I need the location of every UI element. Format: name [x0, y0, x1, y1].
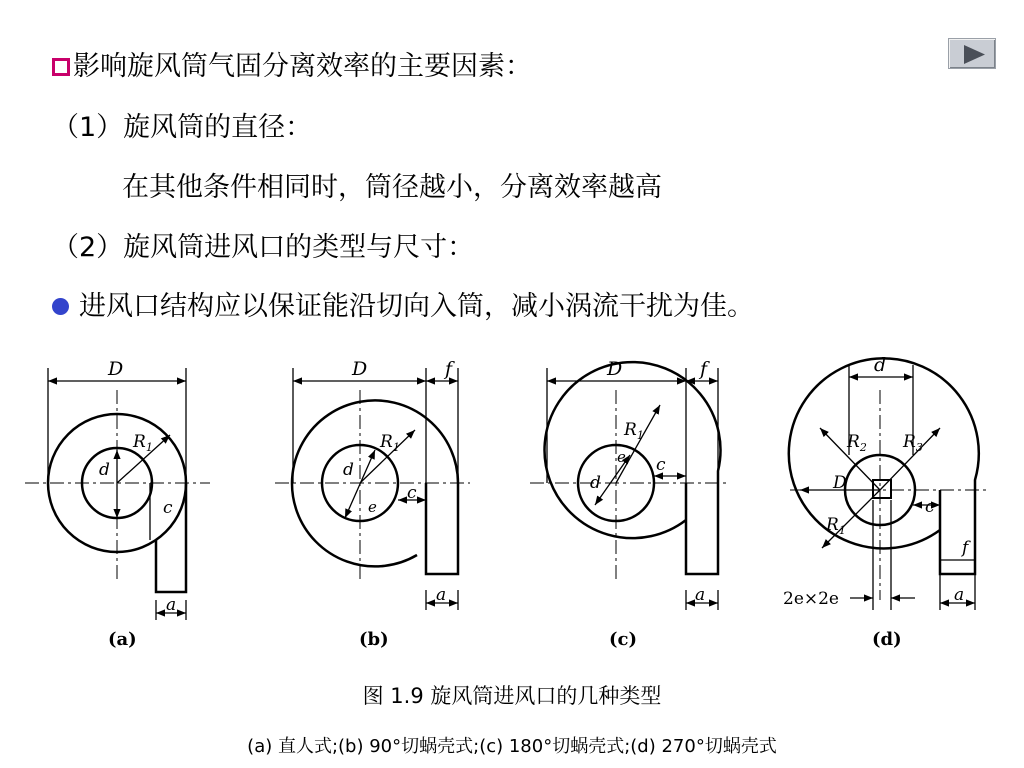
- label-c-c: c: [656, 455, 666, 475]
- label-d-d: d: [874, 354, 887, 376]
- label-c-a: a: [695, 585, 706, 605]
- label-d-square: 2e×2e: [783, 589, 839, 609]
- item1-detail-line: 在其他条件相同时，筒径越小，分离效率越高: [122, 172, 662, 203]
- panel-c-label: (c): [609, 629, 637, 650]
- label-b-D: D: [352, 358, 368, 380]
- label-d-R3: $R_3$: [903, 432, 923, 454]
- label-c-f: f: [700, 358, 708, 380]
- panel-c-diagram: [545, 362, 721, 574]
- label-b-c: c: [407, 483, 417, 503]
- label-d-a: a: [954, 585, 965, 605]
- panel-a-label: (a): [108, 629, 137, 650]
- label-c-D: D: [607, 358, 623, 380]
- inlet-types-figure: [0, 345, 1024, 665]
- heading-line: [52, 50, 532, 84]
- figure-subcaption: (a) 直人式;(b) 90°切蜗壳式;(c) 180°切蜗壳式;(d) 270°切蜗壳式: [247, 736, 777, 757]
- label-d-D: D: [833, 473, 847, 493]
- label-a-a: a: [166, 595, 177, 615]
- square-bullet-icon: [52, 58, 70, 76]
- panel-d-diagram: [789, 358, 979, 574]
- label-b-f: f: [445, 358, 453, 380]
- label-a-c: c: [163, 498, 173, 518]
- label-d-c: c: [925, 497, 935, 517]
- label-a-D: D: [108, 358, 124, 380]
- item1-line: （1）旋风筒的直径：: [52, 112, 313, 143]
- item2-line: （2）旋风筒进风口的类型与尺寸：: [52, 232, 475, 263]
- panel-d-label: (d): [872, 629, 902, 650]
- label-b-e: e: [368, 498, 377, 516]
- heading-text: 影响旋风筒气固分离效率的主要因素：: [73, 51, 532, 82]
- panel-b-diagram: [292, 400, 458, 574]
- label-a-R1: $R_1$: [133, 432, 153, 454]
- label-c-e: e: [617, 448, 626, 466]
- label-b-a: a: [436, 585, 447, 605]
- next-slide-button[interactable]: [948, 38, 996, 69]
- label-b-d: d: [343, 460, 354, 480]
- figure-caption: 图 1.9 旋风筒进风口的几种类型: [362, 684, 662, 708]
- label-d-f: f: [962, 538, 969, 558]
- play-next-icon: [949, 39, 997, 70]
- item2-point-text: 进风口结构应以保证能沿切向入筒，减小涡流干扰为佳。: [79, 291, 754, 322]
- label-a-d: d: [99, 460, 110, 480]
- round-bullet-icon: [52, 298, 69, 315]
- item2-point-line: [52, 290, 754, 324]
- label-b-R1: $R_1$: [380, 432, 400, 454]
- label-d-R2: $R_2$: [847, 432, 867, 454]
- panel-b-label: (b): [359, 629, 389, 650]
- label-d-R1: $R_1$: [826, 515, 846, 537]
- label-c-d: d: [590, 473, 601, 493]
- label-c-R1: $R_1$: [624, 420, 644, 442]
